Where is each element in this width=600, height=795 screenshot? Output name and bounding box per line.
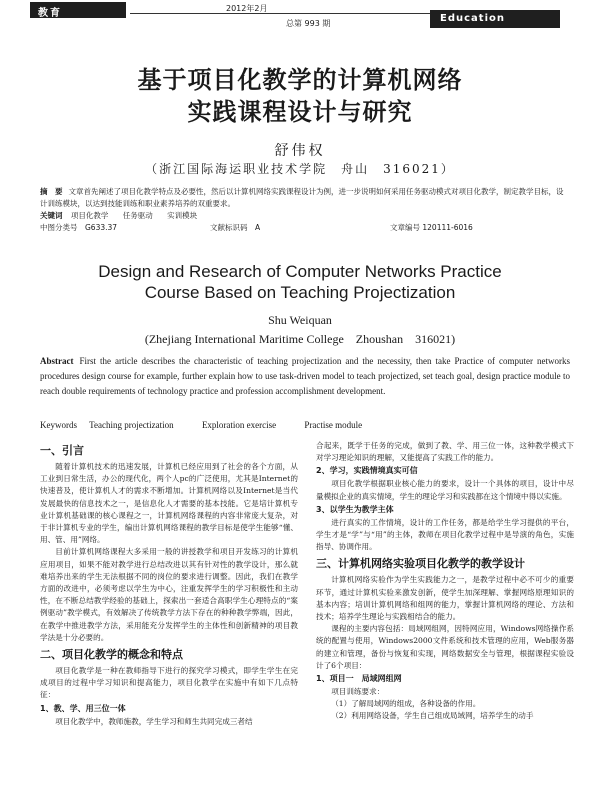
list-item: （1）了解局域网的组成，各种设备的作用。: [331, 699, 481, 709]
subsection-heading: 3、以学生为教学主体: [316, 504, 394, 514]
body-left-column: [40, 440, 298, 728]
article-number: 文章编号 120111-6016: [390, 223, 473, 232]
paragraph: 随着计算机技术的迅速发展，计算机已经应用到了社会的各个方面，从工业到日常生活，办公的现代化，两个人pc的广泛使用，尤其是Internet的快速普及，使计算机人才的需求不断增加。计算机网络以及Internet是当代发展最快的信息技术之一，是信息化人才需要的基本技能。它是培计算机专业计算机基础课的核心课程之一，计算机网络课程的内容非常庞大复杂，对于非计算机专业的学生，编出计算机网络课程的教学目标是使学生能够“懂、用、管、用”网络。: [40, 462, 298, 545]
title-en-line-1: Design and Research of Computer Networks Practice: [98, 262, 502, 281]
abstract-zh-text: 文章首先阐述了项目化教学特点及必要性，然后以计算机网络实践课程设计为例，进一步说明如何采用任务驱动模式对项目化教学，制定教学目标，设计训练模块，以达到技能训练和职业素养培养的双重要求。: [40, 187, 564, 208]
paragraph: 进行真实的工作情境，设计的工作任务，都是给学生学习提供的平台，学生才是“学”与“用”的主体，教师在项目化教学过程中是导演的角色，实施指导、协调作用。: [316, 517, 574, 552]
affiliation-zh: （浙江国际海运职业技术学院 舟山 316021）: [145, 162, 455, 176]
keyword-en: Teaching projectization: [89, 420, 174, 430]
keywords-en: [40, 420, 570, 430]
author-en: Shu Weiquan: [268, 313, 332, 327]
paragraph: 项目训练要求：: [331, 687, 385, 697]
journal-section-tag: 教育: [30, 2, 126, 18]
keywords-en-label: Keywords: [40, 420, 77, 430]
section-heading: 二、项目化教学的概念和特点: [40, 648, 183, 662]
paragraph: 项目化教学中，教师施教，学生学习和师生共同完成三者结: [55, 716, 253, 726]
issue-date: 2012年2月: [226, 4, 268, 13]
paragraph: 计算机网络实验作为学生实践能力之一，是教学过程中必不可少的重要环节，通过计算机实验来激发创新，使学生加深理解、掌握网络原理知识的基本内容；培训计算机网络和组网的能力，掌握计算机网络的理论、方法和技术；培养学生理论与实践相结合的能力。: [316, 575, 574, 622]
paragraph: 项目化教学根据职业核心能力的要求，设计一个具体的项目，设计中尽量模拟企业的真实情境，学生的理论学习和实践都在这个情境中得以实施。: [316, 479, 574, 501]
keywords-zh: [40, 210, 570, 222]
journal-brand-tag: Education: [430, 10, 560, 28]
keyword-zh: 任务驱动: [122, 211, 153, 220]
list-item: （2）利用网络设备，学生自己组成局域网，培养学生的动手: [331, 711, 534, 721]
paragraph: 合起来，既学于任务的完成，做到了教、学、用三位一体，这种教学模式下对学习理论知识的理解，又能提高了实践工作的能力。: [316, 441, 574, 463]
abstract-en-text: First the article describes the characteristic of teaching projectization and the necessity, then take Practice of computer networks procedures design course for example, further explain how to use task-driven model to teach projectized, set teach goal, design practice module to reach double requirements of technology practice and profession accomplishment development.: [40, 356, 570, 396]
affiliation-en: (Zhejiang International Maritime College Zhoushan 316021): [144, 332, 456, 346]
abstract-zh: [40, 186, 570, 210]
abstract-zh-label: 摘 要: [40, 187, 63, 196]
classification-row: [40, 222, 570, 233]
header-rule: [130, 13, 455, 14]
abstract-en: [40, 354, 570, 399]
keywords-zh-label: 关键词: [40, 211, 63, 220]
paragraph: 目前计算机网络课程大多采用一般的讲授教学和项目开发练习的计算机应用项目，如果不能对教学进行总结改进以其有针对性的教学设计，那么就难培养出来的学生无法根据不同的岗位的要求进行调整。因此，我们在教学方面的改进中，必须考虑以学生为中心，注重发挥学生的学习积极性和主动性，在不断总结教学经验的基础上，探索出一套适合高职学生心理特点的“案例驱动”教学模式，有效解决了传统教学方法下存在的种种教学弊端，因此，在教学中推进教学方法，采用能充分发挥学生的主体性和创新精神的项目教学法是十分必要的。: [40, 547, 298, 642]
keyword-zh: 项目化教学: [70, 211, 109, 220]
paragraph: 项目化教学是一种在教师指导下进行的探究学习模式，即学生学生在完成项目的过程中学习知识和提高能力，项目化教学在实施中有如下几点特征：: [40, 666, 298, 700]
keyword-en: Practise module: [304, 420, 363, 430]
section-heading: 一、引言: [40, 444, 84, 457]
section-heading: 三、计算机网络实验项目化教学的教学设计: [316, 557, 525, 571]
subsection-heading: 2、学习，实践情境真实可信: [316, 466, 418, 476]
subsection-heading: 1、教、学、用三位一体: [40, 703, 126, 713]
abstract-en-label: Abstract: [40, 356, 74, 366]
title-en-line-2: Course Based on Teaching Projectization: [144, 283, 456, 302]
document-code: 文献标识码 A: [210, 223, 261, 232]
keyword-en: Exploration exercise: [201, 420, 277, 430]
title-zh-line-2: 实践课程设计与研究: [187, 98, 413, 126]
title-zh-line-1: 基于项目化教学的计算机网络: [137, 66, 463, 94]
keyword-zh: 实训模块: [167, 211, 198, 220]
paragraph: 课程的主要内容包括：局域网组网，因特网应用，Windows网络操作系统的配置与使用，Windows2000文件系统和技术管理的应用，Web服务器的建立和管理，备份与恢复和实现，网络数据安全与管理，根据课程实验设计了6个项目：: [316, 624, 574, 670]
subsection-heading: 1、项目一 局域网组网: [316, 674, 402, 684]
clc-number: 中图分类号 G633.37: [40, 223, 118, 232]
issue-total: 总第 993 期: [286, 19, 331, 28]
body-right-column: [316, 440, 574, 723]
author-zh: 舒伟权: [274, 143, 326, 159]
